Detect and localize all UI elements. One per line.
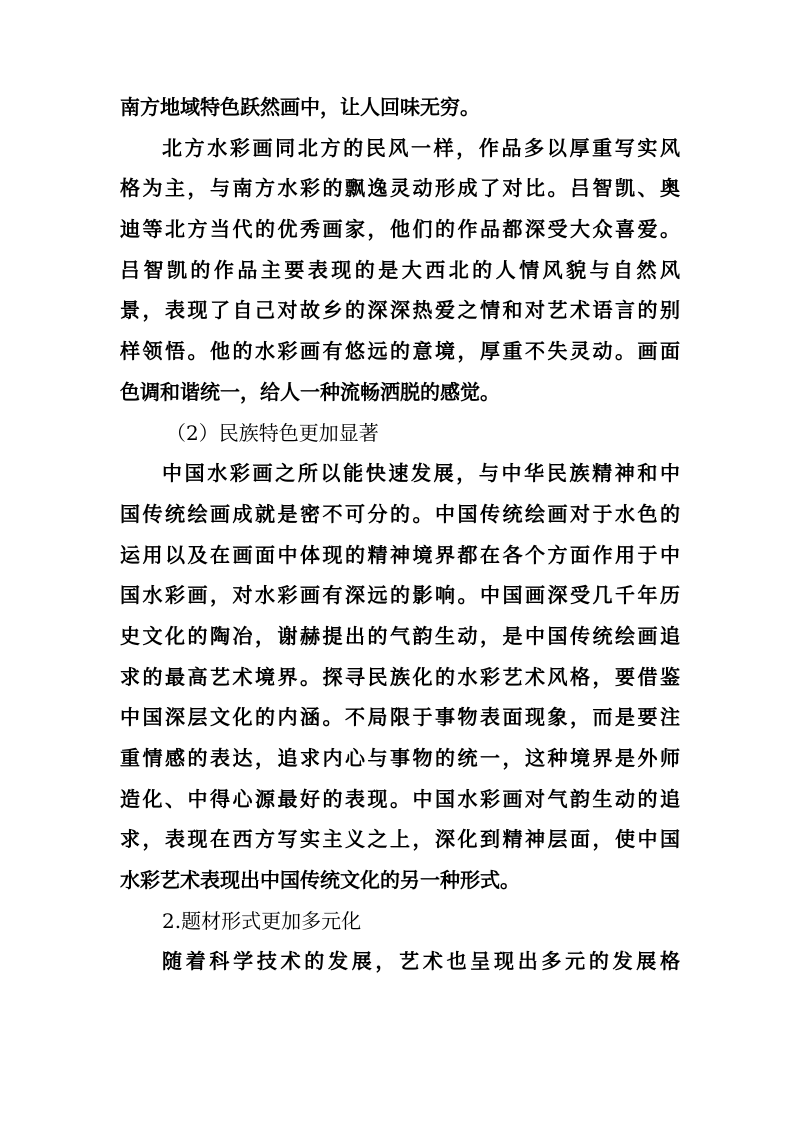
document-body	[120, 87, 680, 982]
section-heading: （2）民族特色更加显著	[166, 420, 379, 445]
paragraph-line: 史文化的陶冶，谢赫提出的气韵生动，是中国传统绘画追	[120, 623, 680, 648]
paragraph-line: 色调和谐统一，给人一种流畅洒脱的感觉。	[120, 379, 500, 404]
paragraph-line: 景，表现了自己对故乡的深深热爱之情和对艺术语言的别	[120, 298, 680, 323]
paragraph-line: 吕智凯的作品主要表现的是大西北的人情风貌与自然风	[120, 257, 680, 282]
paragraph-line: 运用以及在画面中体现的精神境界都在各个方面作用于中	[120, 542, 680, 567]
section-heading: 2.题材形式更加多元化	[162, 908, 362, 933]
paragraph-line: 格为主，与南方水彩的飘逸灵动形成了对比。吕智凯、奥	[120, 176, 680, 201]
paragraph-line: 国水彩画，对水彩画有深远的影响。中国画深受几千年历	[120, 583, 680, 608]
paragraph-line: 造化、中得心源最好的表现。中国水彩画对气韵生动的追	[120, 786, 680, 811]
paragraph-line: 南方地域特色跃然画中，让人回味无穷。	[120, 95, 480, 119]
paragraph-line: 求的最高艺术境界。探寻民族化的水彩艺术风格，要借鉴	[120, 664, 680, 689]
paragraph-line: 中国水彩画之所以能快速发展，与中华民族精神和中	[162, 461, 680, 486]
paragraph-line: 国传统绘画成就是密不可分的。中国传统绘画对于水色的	[120, 501, 680, 526]
paragraph-line: 求，表现在西方写实主义之上，深化到精神层面，使中国	[120, 827, 680, 852]
paragraph-line: 北方水彩画同北方的民风一样，作品多以厚重写实风	[162, 135, 680, 160]
paragraph-line: 重情感的表达，追求内心与事物的统一，这种境界是外师	[120, 746, 680, 770]
paragraph-line: 样领悟。他的水彩画有悠远的意境，厚重不失灵动。画面	[120, 339, 680, 364]
paragraph-line: 迪等北方当代的优秀画家，他们的作品都深受大众喜爱。	[120, 217, 680, 242]
paragraph-line: 中国深层文化的内涵。不局限于事物表面现象，而是要注	[120, 705, 680, 730]
paragraph-line: 水彩艺术表现出中国传统文化的另一种形式。	[120, 868, 520, 893]
paragraph-line: 随着科学技术的发展，艺术也呈现出多元的发展格	[162, 949, 680, 974]
